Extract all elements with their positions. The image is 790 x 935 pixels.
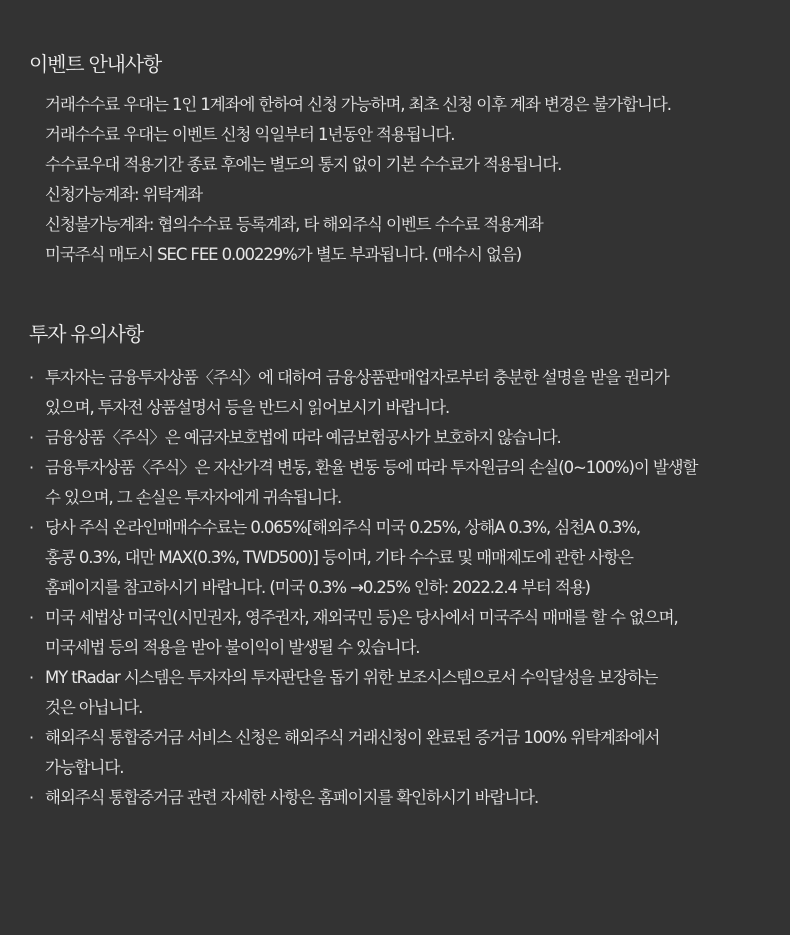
event-notice-item: 수수료우대 적용기간 종료 후에는 별도의 통지 없이 기본 수수료가 적용됩니다. xyxy=(45,155,562,174)
bullet-dot: · xyxy=(29,518,35,537)
caution-item-line: 해외주식 통합증거금 서비스 신청은 해외주식 거래신청이 완료된 증거금 100% 위탁계좌에서 xyxy=(45,728,660,747)
event-notice-item: 거래수수료 우대는 이벤트 신청 익일부터 1년동안 적용됩니다. xyxy=(45,125,455,144)
caution-item xyxy=(29,453,697,513)
event-notice-item: 신청가능계좌: 위탁계좌 xyxy=(45,185,202,204)
caution-item-line: MY tRadar 시스템은 투자자의 투자판단을 돕기 위한 보조시스템으로서 수익달성을 보장하는 xyxy=(45,668,658,687)
caution-item xyxy=(29,513,697,603)
caution-item xyxy=(29,423,697,453)
investment-caution-list xyxy=(29,363,697,813)
caution-item-line: 미국 세법상 미국인(시민권자, 영주권자, 재외국민 등)은 당사에서 미국주식 매매를 할 수 없으며, xyxy=(45,608,678,627)
bullet-dot: · xyxy=(29,428,35,447)
event-notice-title: 이벤트 안내사항 xyxy=(29,52,161,76)
caution-item-line: 금융투자상품〈주식〉은 자산가격 변동, 환율 변동 등에 따라 투자원금의 손실(0~100%)이 발생할 xyxy=(45,458,698,477)
caution-item xyxy=(29,603,697,663)
caution-item-line: 당사 주식 온라인매매수수료는 0.065%[해외주식 미국 0.25%, 상해A 0.3%, 심천A 0.3%, xyxy=(45,518,641,537)
caution-item xyxy=(29,363,697,423)
investment-caution-title: 투자 유의사항 xyxy=(29,322,143,346)
caution-item-line: 수 있으며, 그 손실은 투자자에게 귀속됩니다. xyxy=(45,488,342,507)
event-notice-item: 거래수수료 우대는 1인 1계좌에 한하여 신청 가능하며, 최초 신청 이후 계좌 변경은 불가합니다. xyxy=(45,95,671,114)
bullet-dot: · xyxy=(29,608,35,627)
bullet-dot: · xyxy=(29,788,35,807)
caution-item-line: 있으며, 투자전 상품설명서 등을 반드시 읽어보시기 바랍니다. xyxy=(45,398,450,417)
caution-item-line: 홈페이지를 참고하시기 바랍니다. (미국 0.3% →0.25% 인하: 2022.2.4 부터 적용) xyxy=(45,578,590,597)
bullet-dot: · xyxy=(29,368,35,387)
event-notice-item: 미국주식 매도시 SEC FEE 0.00229%가 별도 부과됩니다. (매수시 없음) xyxy=(45,245,522,264)
caution-item-line: 홍콩 0.3%, 대만 MAX(0.3%, TWD500)] 등이며, 기타 수수료 및 매매제도에 관한 사항은 xyxy=(45,548,633,567)
caution-item-line: 금융상품〈주식〉은 예금자보호법에 따라 예금보험공사가 보호하지 않습니다. xyxy=(45,428,561,447)
caution-item xyxy=(29,783,697,813)
caution-item xyxy=(29,663,697,723)
caution-item-line: 것은 아닙니다. xyxy=(45,698,143,717)
bullet-dot: · xyxy=(29,458,35,477)
bullet-dot: · xyxy=(29,668,35,687)
caution-item-line: 해외주식 통합증거금 관련 자세한 사항은 홈페이지를 확인하시기 바랍니다. xyxy=(45,788,539,807)
event-notice-list xyxy=(45,90,671,270)
caution-item-line: 미국세법 등의 적용을 받아 불이익이 발생될 수 있습니다. xyxy=(45,638,420,657)
caution-item xyxy=(29,723,697,783)
bullet-dot: · xyxy=(29,728,35,747)
caution-item-line: 투자자는 금융투자상품〈주식〉에 대하여 금융상품판매업자로부터 충분한 설명을 받을 권리가 xyxy=(45,368,669,387)
caution-item-line: 가능합니다. xyxy=(45,758,124,777)
event-notice-item: 신청불가능계좌: 협의수수료 등록계좌, 타 해외주식 이벤트 수수료 적용계좌 xyxy=(45,215,543,234)
